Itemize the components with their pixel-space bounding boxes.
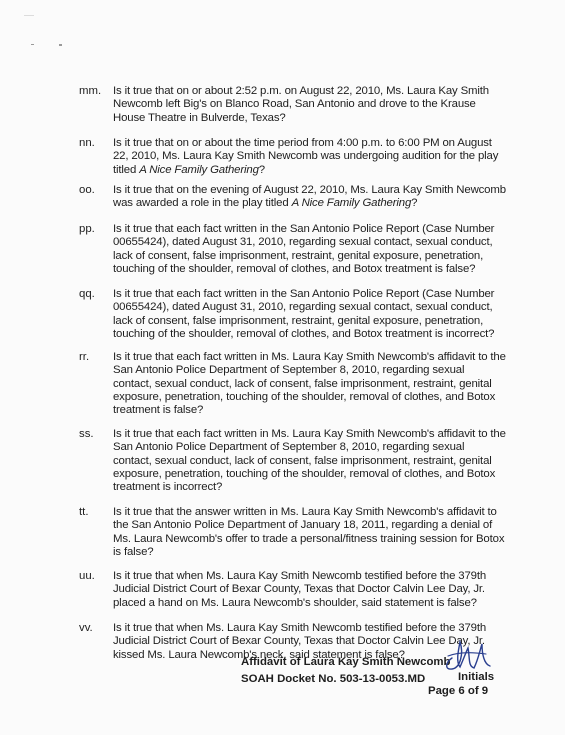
- question-label: oo.: [79, 184, 95, 196]
- question-text-part: ?: [258, 163, 265, 176]
- question-text: [113, 351, 506, 417]
- initials-label: Initials: [458, 671, 495, 683]
- question-text-part: Is it true that when Ms. Laura Kay Smith Newcomb testified before the 379th Judicial District Court of Bexar County, Texas that Doctor Calvin Lee Day, Jr. placed a hand on Ms. Laura Newcomb's shoulder, said statement is false?: [113, 570, 487, 609]
- question-label: tt.: [79, 506, 89, 518]
- question-text-part: Is it true that each fact written in the San Antonio Police Report (Case Number 00655424), dated August 31, 2010, regarding sexual contact, sexual conduct, lack of consent, false imprisonment, restraint, genital exposure, penetration, touching of the shoulder, removal of clothes, and Botox treatment is incorrect?: [113, 288, 495, 340]
- question-text-part: Is it true that when Ms. Laura Kay Smith Newcomb testified before the 379th Judicial District Court of Bexar County, Texas that Doctor Calvin Lee Day, Jr. kissed Ms. Laura Newcomb's neck, said statement is false?: [113, 622, 487, 661]
- affidavit-title: Affidavit of Laura Kay Smith Newcomb: [241, 656, 451, 668]
- page-number: Page 6 of 9: [428, 685, 489, 697]
- scan-speck: [31, 44, 34, 45]
- scan-speck: [24, 15, 34, 16]
- question-label: uu.: [79, 570, 95, 582]
- question-text-part: Is it true that each fact written in Ms. Laura Kay Smith Newcomb's affidavit to the San Antonio Police Department of September 8, 2010, regarding sexual contact, sexual conduct, lack of consent, false imprisonment, restraint, genital exposure, penetration, touching of the shoulder, removal of clothes, and Botox treatment is incorrect?: [113, 428, 506, 494]
- question-text-part: Is it true that on or about 2:52 p.m. on August 22, 2010, Ms. Laura Kay Smith Newcomb left Big's on Blanco Road, San Antonio and drove to the Krause House Theatre in Bulverde, Texas?: [113, 85, 489, 124]
- question-label: vv.: [79, 622, 93, 634]
- question-label: mm.: [79, 85, 102, 97]
- question-text-part: Is it true that each fact written in the San Antonio Police Report (Case Number 00655424), dated August 31, 2010, regarding sexual contact, sexual conduct, lack of consent, false imprisonment, restraint, genital exposure, penetration, touching of the shoulder, removal of clothes, and Botox treatment is false?: [113, 223, 495, 275]
- question-label: nn.: [79, 137, 95, 149]
- question-text-part: ?: [411, 197, 418, 210]
- question-label: pp.: [79, 223, 95, 235]
- question-text: [113, 570, 506, 610]
- play-title: A Nice Family Gathering: [139, 163, 259, 176]
- question-text-part: Is it true that each fact written in Ms. Laura Kay Smith Newcomb's affidavit to the San Antonio Police Department of September 8, 2010, regarding sexual contact, sexual conduct, lack of consent, false imprisonment, restraint, genital exposure, penetration, touching of the shoulder, removal of clothes, and Botox treatment is false?: [113, 351, 506, 417]
- play-title: A Nice Family Gathering: [291, 197, 412, 210]
- scan-speck: [59, 44, 62, 46]
- question-label: rr.: [79, 351, 90, 363]
- question-text: [113, 137, 506, 177]
- question-text: [113, 223, 506, 276]
- question-text: [113, 506, 506, 559]
- initials-signature: [438, 636, 502, 676]
- docket-number: SOAH Docket No. 503-13-0053.MD: [241, 673, 426, 685]
- question-text-part: Is it true that on or about the time period from 4:00 p.m. to 6:00 PM on August 22, 2010, Ms. Laura Kay Smith Newcomb was undergoing audition for the play titled: [113, 137, 499, 176]
- question-text: [113, 184, 506, 211]
- question-text: [113, 85, 506, 125]
- question-text: [113, 428, 506, 494]
- question-text-part: Is it true that the answer written in Ms. Laura Kay Smith Newcomb's affidavit to the San Antonio Police Department of January 18, 2011, regarding a denial of Ms. Laura Newcomb's offer to trade a personal/fitness training session for Botox is false?: [113, 506, 505, 558]
- question-label: qq.: [79, 288, 95, 300]
- question-text: [113, 288, 506, 341]
- question-label: ss.: [79, 428, 94, 440]
- question-text-part: Is it true that on the evening of August 22, 2010, Ms. Laura Kay Smith Newcomb was awarded a role in the play titled: [113, 184, 506, 210]
